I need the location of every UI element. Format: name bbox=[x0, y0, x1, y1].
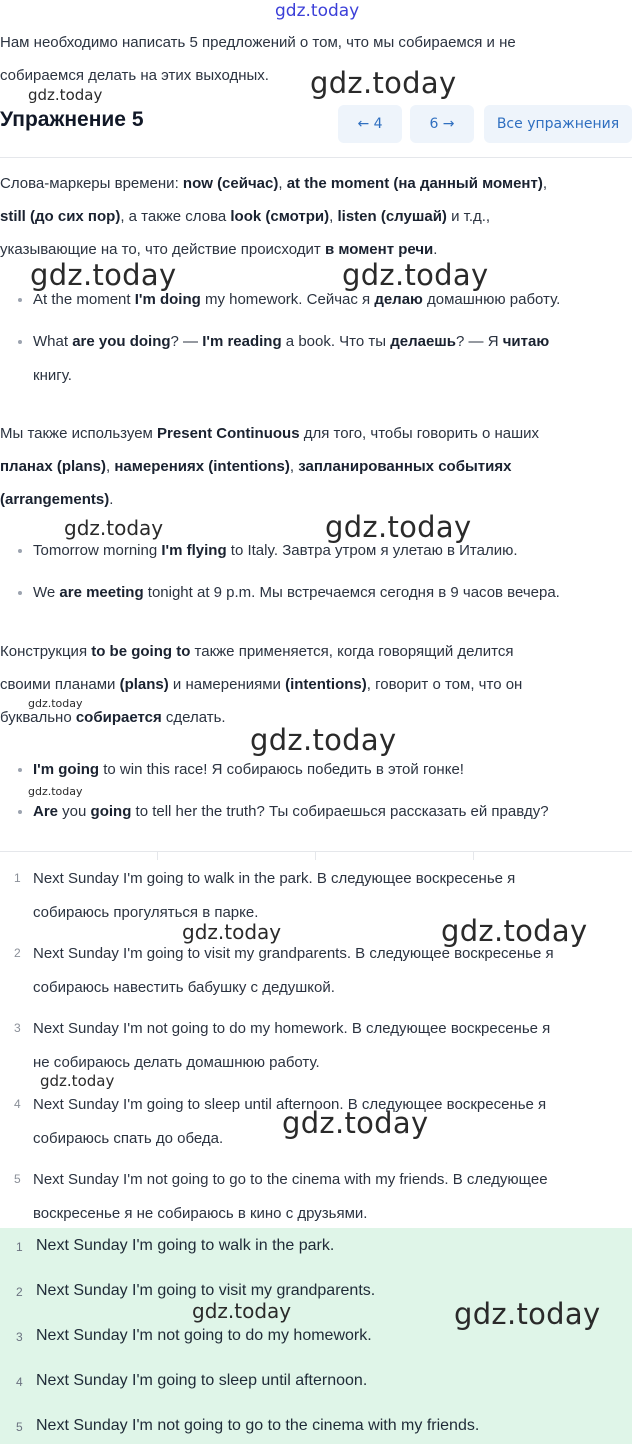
answer-line: Next Sunday I'm not going to go to the cinema with my friends. В следующее bbox=[33, 1171, 548, 1188]
text-bold: собирается bbox=[75, 709, 162, 726]
text-bold: читаю bbox=[502, 333, 550, 350]
example-item bbox=[33, 534, 628, 568]
theory-2-line-3 bbox=[0, 483, 630, 516]
text-bold: are you doing bbox=[72, 333, 171, 350]
answer-line: Next Sunday I'm not going to do my homework. В следующее воскресенье я bbox=[33, 1020, 551, 1037]
divider-tick bbox=[315, 852, 316, 860]
text-bold: (plans) bbox=[119, 676, 169, 693]
answer-number: 4 bbox=[16, 1375, 23, 1389]
example-item-continuation: книгу. bbox=[33, 367, 72, 384]
divider-tick bbox=[473, 852, 474, 860]
text: . bbox=[433, 241, 438, 258]
text: Мы также используем bbox=[0, 425, 158, 442]
text: домашнюю работу. bbox=[422, 291, 561, 308]
text: Tomorrow morning bbox=[33, 542, 162, 559]
text: ? — Я bbox=[456, 333, 503, 350]
answer-number: 1 bbox=[14, 871, 21, 885]
text-bold: I'm doing bbox=[134, 291, 201, 308]
text-bold: I'm reading bbox=[202, 333, 282, 350]
watermark: gdz.today bbox=[282, 1106, 429, 1140]
bullet bbox=[18, 340, 22, 344]
text-bold: look (смотри) bbox=[230, 208, 330, 225]
text-bold: to be going to bbox=[91, 643, 191, 660]
text: tonight at 9 p.m. Мы встречаемся сегодня в 9 часов вечера. bbox=[143, 584, 560, 601]
text: , bbox=[542, 175, 548, 192]
text: . bbox=[109, 491, 114, 508]
text-bold: going bbox=[90, 803, 132, 820]
text-bold: делаешь bbox=[390, 333, 457, 350]
answer-number: 3 bbox=[14, 1021, 21, 1035]
text: указывающие на то, что действие происходит bbox=[0, 241, 325, 258]
text: Слова-маркеры времени: bbox=[0, 175, 183, 192]
text: , bbox=[106, 458, 115, 475]
watermark: gdz.today bbox=[441, 914, 588, 948]
text-bold: I'm going bbox=[33, 761, 100, 778]
text: для того, чтобы говорить о наших bbox=[299, 425, 540, 442]
watermark: gdz.today bbox=[28, 86, 103, 104]
theory-3-line-1 bbox=[0, 635, 630, 668]
prev-exercise-button[interactable]: ← 4 bbox=[338, 105, 402, 143]
text: my homework. Сейчас я bbox=[200, 291, 375, 308]
watermark: gdz.today bbox=[28, 785, 83, 798]
watermark: gdz.today bbox=[275, 1, 360, 21]
text: , говорит о том, что он bbox=[366, 676, 523, 693]
text-bold: запланированных событиях bbox=[298, 458, 512, 475]
watermark: gdz.today bbox=[40, 1072, 115, 1090]
final-answer: Next Sunday I'm not going to do my homework. bbox=[36, 1327, 372, 1344]
answer-number: 5 bbox=[14, 1172, 21, 1186]
bullet bbox=[18, 768, 22, 772]
final-answer: Next Sunday I'm going to visit my grandparents. bbox=[36, 1282, 376, 1299]
intro-line-1: Нам необходимо написать 5 предложений о том, что мы собираемся и не bbox=[0, 34, 516, 51]
bullet bbox=[18, 549, 22, 553]
final-answer: Next Sunday I'm going to sleep until afternoon. bbox=[36, 1372, 368, 1389]
text-bold: планах (plans) bbox=[0, 458, 107, 475]
example-item bbox=[33, 795, 628, 829]
watermark: gdz.today bbox=[325, 510, 472, 544]
text-bold: (intentions) bbox=[285, 676, 367, 693]
answer-number: 4 bbox=[14, 1097, 21, 1111]
text: , bbox=[278, 175, 287, 192]
text-bold: намерениях (intentions) bbox=[114, 458, 290, 475]
watermark: gdz.today bbox=[28, 697, 83, 710]
watermark: gdz.today bbox=[310, 66, 457, 100]
bullet bbox=[18, 810, 22, 814]
text: , bbox=[329, 208, 338, 225]
answer-line: воскресенье я не собираюсь в кино с друзьями. bbox=[33, 1205, 368, 1222]
text: и т.д., bbox=[446, 208, 491, 225]
intro-line-2: собираемся делать на этих выходных. bbox=[0, 67, 269, 84]
theory-2-line-2 bbox=[0, 450, 630, 483]
divider-tick bbox=[157, 852, 158, 860]
bullet bbox=[18, 591, 22, 595]
text: , а также слова bbox=[120, 208, 231, 225]
text-bold: (arrangements) bbox=[0, 491, 110, 508]
watermark: gdz.today bbox=[30, 258, 177, 292]
text-bold: делаю bbox=[374, 291, 423, 308]
watermark: gdz.today bbox=[192, 1299, 292, 1323]
text: Конструкция bbox=[0, 643, 92, 660]
theory-1-line-2 bbox=[0, 200, 630, 233]
example-item bbox=[33, 325, 628, 359]
text: We bbox=[33, 584, 60, 601]
text-bold: are meeting bbox=[59, 584, 144, 601]
bullet bbox=[18, 298, 22, 302]
text: to Italy. Завтра утром я улетаю в Италию. bbox=[226, 542, 518, 559]
answer-number: 2 bbox=[14, 946, 21, 960]
theory-2-line-1 bbox=[0, 417, 630, 450]
example-item bbox=[33, 283, 628, 317]
text-bold: в момент речи bbox=[324, 241, 434, 258]
answer-line: Next Sunday I'm going to walk in the park. В следующее воскресенье я bbox=[33, 870, 516, 887]
text: At the moment bbox=[33, 291, 135, 308]
text-bold: I'm flying bbox=[161, 542, 227, 559]
text: to tell her the truth? Ты собираешься рассказать ей правду? bbox=[131, 803, 549, 820]
text: своими планами bbox=[0, 676, 120, 693]
watermark: gdz.today bbox=[64, 516, 164, 540]
text: to win this race! Я собираюсь победить в этой гонке! bbox=[99, 761, 464, 778]
theory-1-line-1 bbox=[0, 167, 630, 200]
watermark: gdz.today bbox=[454, 1297, 601, 1331]
text: you bbox=[58, 803, 91, 820]
text: и намерениями bbox=[168, 676, 286, 693]
text: a book. Что ты bbox=[281, 333, 391, 350]
theory-3-line-2 bbox=[0, 668, 630, 701]
text-bold: listen (слушай) bbox=[337, 208, 447, 225]
example-item bbox=[33, 753, 628, 787]
answer-number: 1 bbox=[16, 1240, 23, 1254]
text-bold: Are bbox=[33, 803, 59, 820]
answer-line: Next Sunday I'm going to visit my grandparents. В следующее воскресенье я bbox=[33, 945, 554, 962]
text-bold: now (сейчас) bbox=[182, 175, 279, 192]
final-answer: Next Sunday I'm not going to go to the cinema with my friends. bbox=[36, 1417, 480, 1434]
answer-line: собираюсь навестить бабушку с дедушкой. bbox=[33, 979, 335, 996]
watermark: gdz.today bbox=[250, 723, 397, 757]
answer-line: собираюсь прогуляться в парке. bbox=[33, 904, 259, 921]
answer-number: 2 bbox=[16, 1285, 23, 1299]
watermark: gdz.today bbox=[342, 258, 489, 292]
example-item bbox=[33, 576, 628, 610]
divider bbox=[0, 157, 632, 158]
all-exercises-button[interactable]: Все упражнения bbox=[484, 105, 632, 143]
text-bold: Present Continuous bbox=[157, 425, 300, 442]
final-answer: Next Sunday I'm going to walk in the park. bbox=[36, 1237, 335, 1254]
answer-number: 5 bbox=[16, 1420, 23, 1434]
text-bold: still (до сих пор) bbox=[0, 208, 121, 225]
answer-line: не собираюсь делать домашнюю работу. bbox=[33, 1054, 320, 1071]
watermark: gdz.today bbox=[182, 920, 282, 944]
text: What bbox=[33, 333, 73, 350]
text: сделать. bbox=[161, 709, 226, 726]
divider bbox=[0, 851, 632, 852]
text: буквально bbox=[0, 709, 76, 726]
text-bold: at the moment (на данный момент) bbox=[286, 175, 543, 192]
answer-line: собираюсь спать до обеда. bbox=[33, 1130, 224, 1147]
answer-line: Next Sunday I'm going to sleep until afternoon. В следующее воскресенье я bbox=[33, 1096, 547, 1113]
text: также применяется, когда говорящий делится bbox=[190, 643, 514, 660]
next-exercise-button[interactable]: 6 → bbox=[410, 105, 474, 143]
answer-number: 3 bbox=[16, 1330, 23, 1344]
text: , bbox=[289, 458, 299, 475]
page-title: Упражнение 5 bbox=[0, 108, 144, 131]
text: ? — bbox=[170, 333, 203, 350]
